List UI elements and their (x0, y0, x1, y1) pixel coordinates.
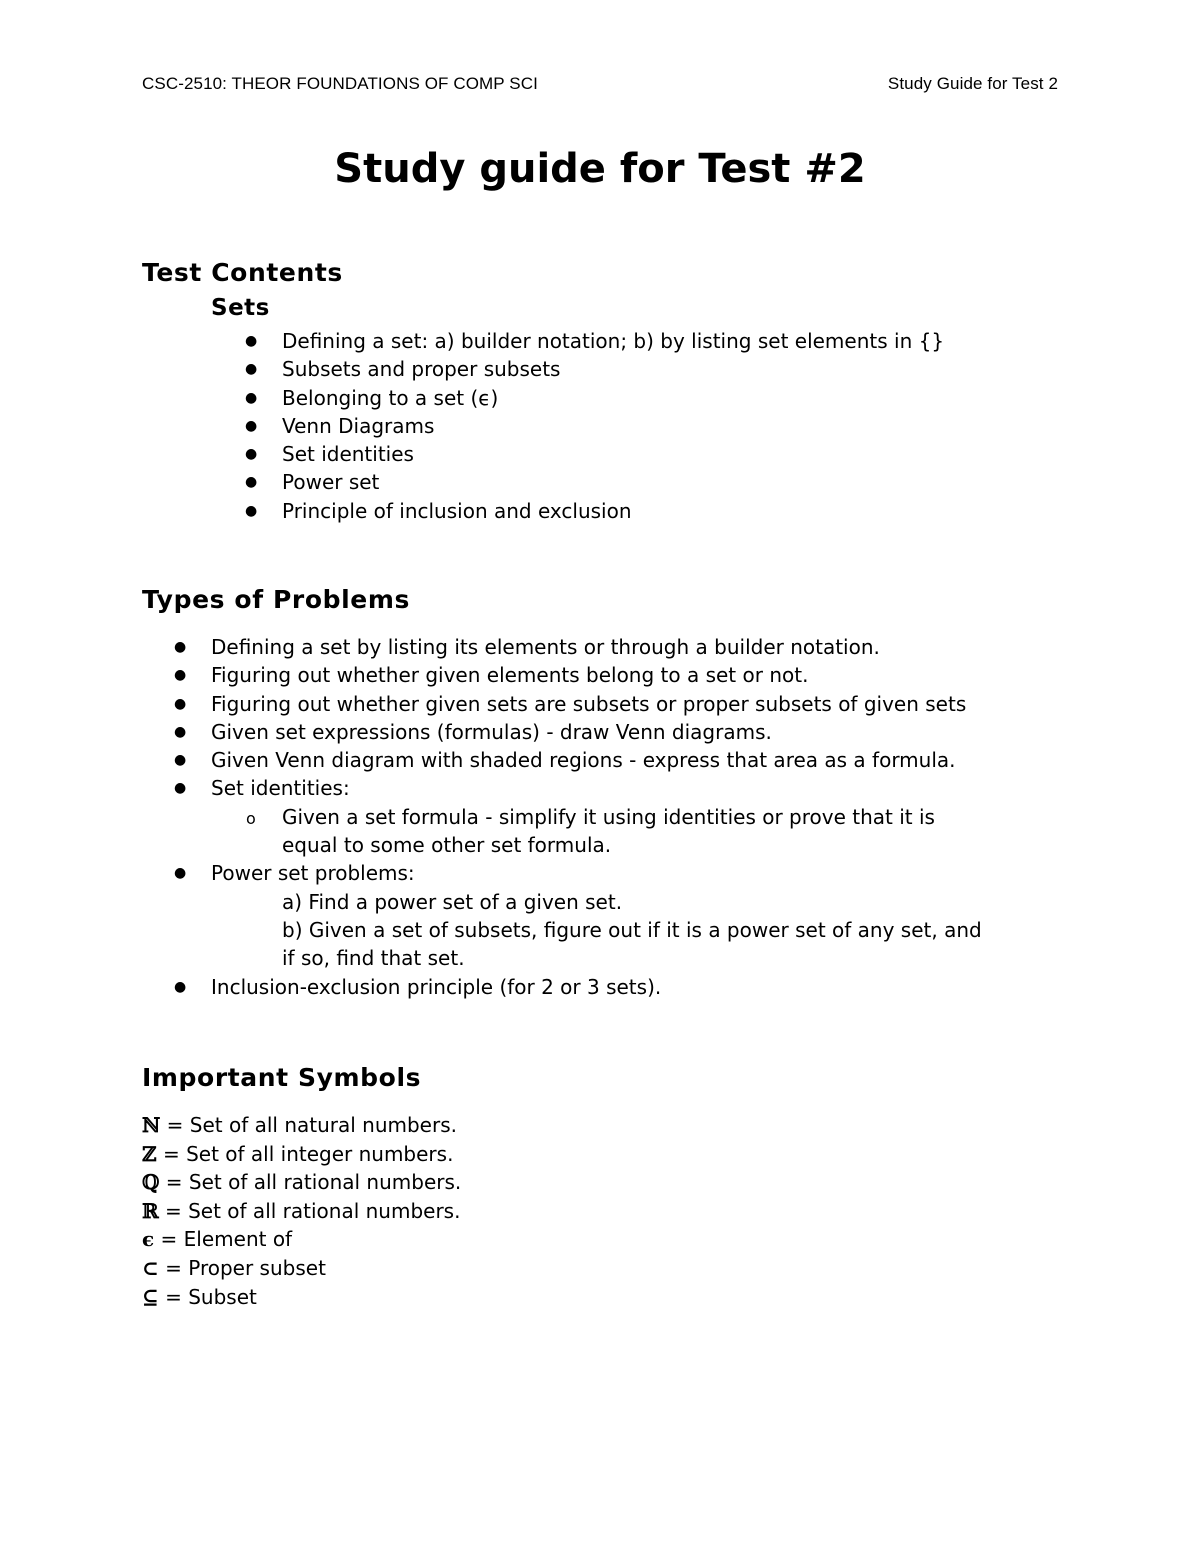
list-item: ● Defining a set by listing its elements or through a builder notation. (211, 633, 982, 661)
list-item: ● Set identities: o Given a set formula - simplify it using identities or prove that it is equal to some other set formula. (211, 774, 982, 859)
identities-sublist (246, 803, 1053, 860)
symbol: ⊂ (142, 1255, 159, 1280)
bullet-icon: ● (245, 333, 258, 349)
symbol: ℚ (142, 1170, 160, 1195)
problems-list (174, 633, 982, 1001)
symbols-list (142, 1111, 461, 1311)
list-item: ● Figuring out whether given elements belong to a set or not. (211, 661, 982, 689)
list-item: o Given a set formula - simplify it using identities or prove that it is equal to some other set formula. (246, 804, 935, 858)
bullet-icon: ● (174, 865, 187, 882)
bullet-icon: ● (245, 361, 258, 378)
list-item: ● Given set expressions (formulas) - draw Venn diagrams. (211, 718, 982, 746)
power-set-sub-a: a) Find a power set of a given set. (282, 889, 623, 914)
bullet-icon: ● (174, 667, 187, 684)
symbol: ℕ (142, 1113, 161, 1137)
list-item: ℚ = Set of all rational numbers. (142, 1170, 462, 1195)
list-item: ⊆ = Subset (142, 1284, 257, 1309)
bullet-icon: ● (245, 446, 258, 463)
list-item: ℝ = Set of all rational numbers. (142, 1198, 461, 1223)
list-item: ℤ = Set of all integer numbers. (142, 1141, 454, 1166)
symbol: ⊆ (142, 1284, 159, 1309)
bullet-icon: ● (174, 639, 187, 655)
list-item: ● Inclusion-exclusion principle (for 2 or 3 sets). (211, 973, 982, 1001)
list-item: ● Figuring out whether given sets are subsets or proper subsets of given sets (211, 690, 982, 718)
list-item: ● Power set (282, 468, 944, 496)
page-header (142, 74, 1058, 94)
page-title: Study guide for Test #2 (334, 146, 866, 192)
bullet-icon: ● (245, 474, 258, 491)
power-set-sub-b2: if so, find that set. (282, 946, 465, 971)
important-symbols-heading: Important Symbols (142, 1063, 422, 1092)
circle-bullet-icon: o (246, 808, 256, 828)
list-item: ● Defining a set: a) builder notation; b) by listing set elements in {} (282, 327, 944, 355)
bullet-icon: ● (174, 780, 187, 797)
types-of-problems-heading: Types of Problems (142, 585, 410, 614)
list-item: ● Principle of inclusion and exclusion (282, 497, 944, 525)
bullet-icon: ● (174, 723, 187, 740)
power-set-sub-b1: b) Given a set of subsets, figure out if it is a power set of any set, and (282, 917, 982, 942)
symbol: ℤ (142, 1141, 157, 1166)
bullet-icon: ● (245, 389, 258, 406)
symbol: ℝ (142, 1198, 159, 1223)
course-label: CSC-2510: THEOR FOUNDATIONS OF COMP SCI (142, 74, 538, 93)
list-item: ℕ = Set of all natural numbers. (142, 1113, 457, 1137)
guide-label: Study Guide for Test 2 (887, 74, 1058, 93)
list-item: ϵ = Element of (142, 1227, 293, 1252)
sets-list (245, 327, 945, 525)
bullet-icon: ● (174, 752, 187, 769)
bullet-icon: ● (245, 417, 258, 434)
list-item: ● Subsets and proper subsets (282, 355, 944, 383)
symbol: ϵ (142, 1227, 155, 1252)
list-item: ● Set identities (282, 440, 944, 468)
list-item: ● Belonging to a set (ϵ) (282, 384, 944, 412)
list-item: ● Power set problems: a) Find a power set of a given set. b) Given a set of subsets, figure out if it is a power set of any set, and if so, find that set. (211, 859, 982, 972)
bullet-icon: ● (174, 695, 187, 712)
list-item: ● Given Venn diagram with shaded regions - express that area as a formula. (211, 746, 982, 774)
test-contents-heading: Test Contents (142, 258, 343, 287)
sets-heading: Sets (211, 295, 270, 321)
list-item: ● Venn Diagrams (282, 412, 944, 440)
bullet-icon: ● (174, 978, 187, 995)
list-item: ⊂ = Proper subset (142, 1255, 326, 1280)
bullet-icon: ● (245, 502, 258, 519)
